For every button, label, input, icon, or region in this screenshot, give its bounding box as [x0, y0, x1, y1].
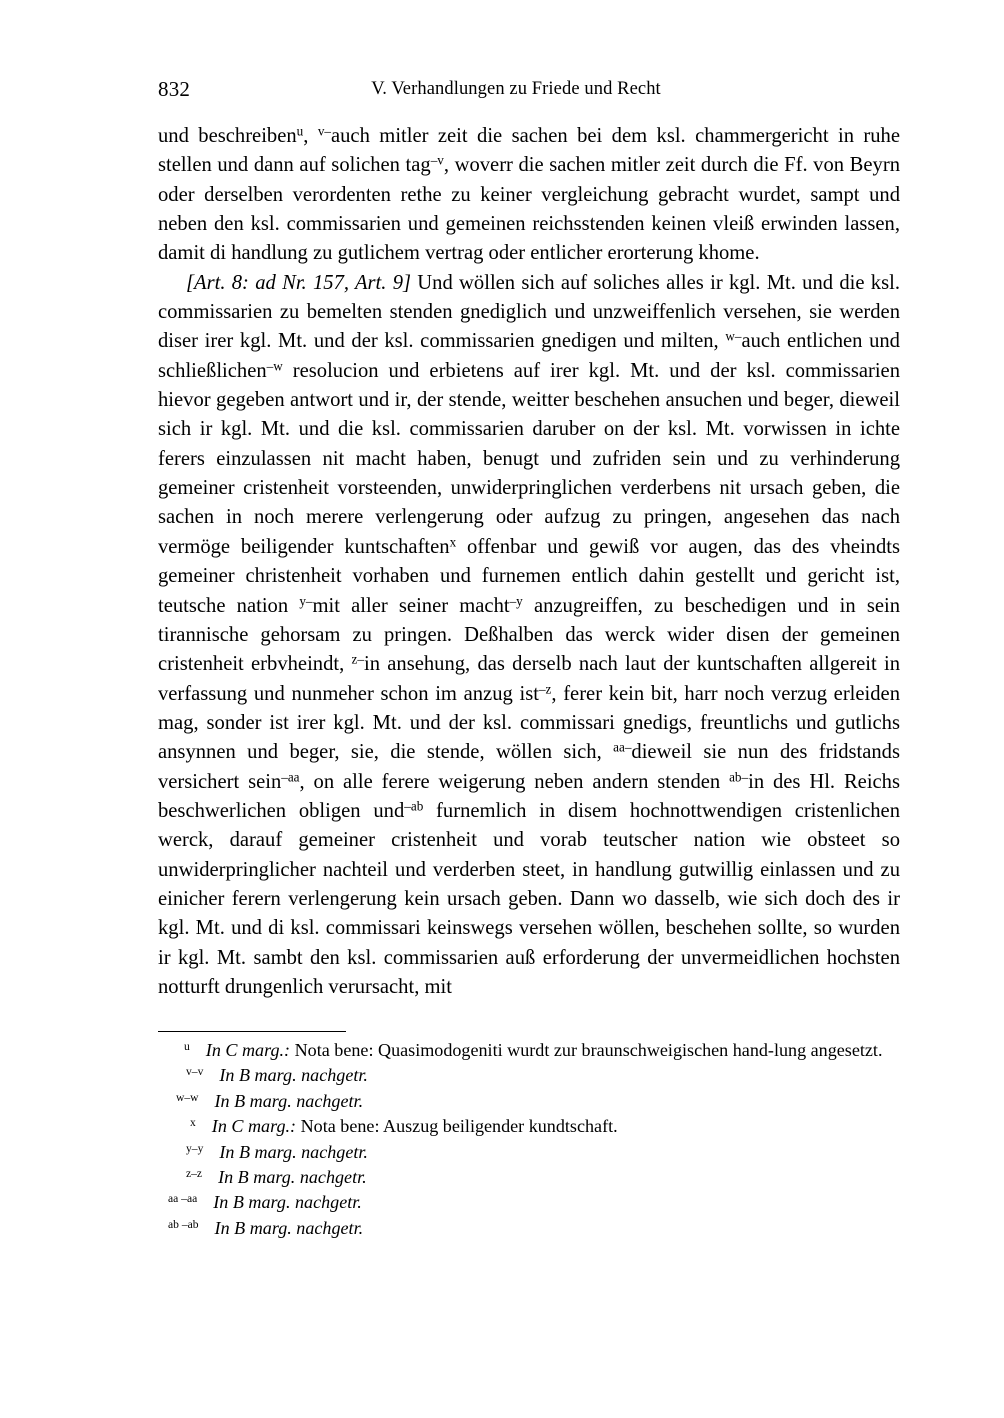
- variant-marker: w–: [725, 329, 742, 345]
- variant-marker: y–: [299, 593, 313, 609]
- footnote-source-note: In C marg.:: [205, 1040, 291, 1060]
- variant-marker: –y: [509, 593, 523, 609]
- article-reference: [Art. 8: ad Nr. 157, Art. 9]: [186, 271, 412, 294]
- running-head: [158, 76, 874, 102]
- footnote-source-note: In B marg. nachgetr.: [219, 1065, 368, 1086]
- footnote-entry: [158, 1216, 900, 1241]
- variant-marker: –v: [430, 153, 444, 169]
- footnote-marker: x: [190, 1116, 196, 1130]
- footnote-source-note: In B marg. nachgetr.: [219, 1141, 368, 1162]
- footnote-marker: y–y: [186, 1141, 204, 1155]
- footnote-text: Nota bene: Quasimodogeniti wurdt zur braunschweigischen hand-lung angesetzt.: [290, 1040, 883, 1060]
- variant-marker: –z: [538, 681, 552, 697]
- footnote-marker: u: [184, 1040, 190, 1054]
- footnote-text: Nota bene: Auszug beiligender kundtschaft.: [296, 1116, 618, 1137]
- footnote-entry: [158, 1140, 900, 1165]
- footnote-marker: w–w: [176, 1091, 199, 1105]
- footnote-source-note: In C marg.:: [211, 1116, 297, 1137]
- footnote-marker: ab –ab: [168, 1218, 199, 1232]
- para-2: [Art. 8: ad Nr. 157, Art. 9] Und wöllen sich auf soliches alles ir kgl. Mt. und die ksl. commissarien zu bemelten stenden gnediglich und unzweiffenlich versehen, sie werden diser irer kgl. Mt. und der ksl. commissarien gnedigen und milten, $^{w-}$auch entlichen und schließlichen$^{-w}$ resolucion und erbietens auf irer kgl. Mt. und der ksl. commissarien hievor gegeben antwort und ir, der stende, weitter beschehen ansuchen und beger, dieweil sich ir kgl. Mt. und die ksl. commissarien daruber on der ksl. Mt. vorwissen in ichte ferers einzulassen nit macht haben, benugt und zufriden sein und zu verhinderung gemeiner cristenheit vorsteenden, unwiderpringlichen verderbens nit ursach geben, die sachen in noch merere verlengerung oder aufzug zu pringen, angesehen das nach vermöge beiligender kuntschaften$^x$ offenbar und gewiß vor augen, das des vheindts gemeiner christenheit vorhaben und furnemen entlich dahin gestellt und gericht ist, teutsche nation $^{y-}$mit aller seiner macht$^{-y}$ anzugreiffen, zu beschedigen und in sein tirannische gehorsam zu pringen. Deßhalben das werck wider disen der gemeinen cristenheit erbvheindt, $^{z-}$in ansehung, das derselb nach laut der kuntschaften allgereit in verfassung und nunmeher schon im anzug ist$^{-z}$, ferer kein bit, harr noch verzug erleiden mag, sonder ist irer kgl. Mt. und der ksl. commissari gnedigs, freuntlichs und gutlichs ansynnen und beger, sie, die stende, wöllen sich, $^{aa-}$dieweil sie nun des fridstands versichert sein$^{-aa}$, on alle ferere weigerung neben andern stenden $^{ab-}$in des Hl. Reichs beschwerlichen obligen und$^{-ab}$ furnemlich in disem hochnottwendigen cristenlichen werck, darauf gemeiner cristenheit und vorab teutscher nation wie obsteet so unwiderpringlicher nachteil und verderben steet, in handlung gutwillig einlassen und zu einicher ferern verlengerung kein ursach geben. Dann wo dasselb, wie sich doch des ir kgl. Mt. und di ksl. commissari keinswegs versehen wöllen, beschehen sollte, so wurden ir kgl. Mt. sambt den ksl. commissarien auß erforderung der unvermeidlichen hochsten notturft drungenlich verursacht, mit: [158, 271, 901, 998]
- variant-marker: x: [449, 534, 457, 550]
- variant-marker: –w: [266, 358, 283, 374]
- variant-marker: –ab: [404, 798, 424, 814]
- footnote-source-note: In B marg. nachgetr.: [213, 1192, 362, 1213]
- variant-marker: v–: [317, 123, 331, 139]
- footnote-entry: [158, 1089, 900, 1114]
- para-1: und beschreiben$^u$, $^{v-}$auch mitler zeit die sachen bei dem ksl. chammergericht in ruhe stellen und dann auf solichen tag$^{-v}$, woverr die sachen mitler zeit durch die Ff. von Beyrn oder derselben verordenten rethe zu keiner vergleichung gebracht wurdet, sampt und neben den ksl. commissarien und gemeinen reichsstenden keinen vleiß erwinden lassen, damit di handlung zu gutlichem vertrag oder entlicher erorterung khome.: [158, 123, 900, 265]
- footnote-source-note: In B marg. nachgetr.: [218, 1167, 367, 1188]
- page-number: 832: [158, 77, 191, 101]
- variant-marker: ab–: [729, 769, 749, 785]
- footnote-entry: [158, 1114, 900, 1139]
- body-text: [158, 122, 900, 1002]
- variant-marker: u: [296, 123, 304, 139]
- footnote-entry: [158, 1063, 900, 1088]
- running-title: V. Verhandlungen zu Friede und Recht: [371, 79, 661, 99]
- variant-marker: –aa: [281, 769, 300, 785]
- footnote-separator-rule: [158, 1031, 346, 1032]
- footnote-entry: [158, 1038, 900, 1063]
- footnote-apparatus: [158, 1038, 900, 1241]
- footnote-entry: [158, 1190, 900, 1215]
- footnote-marker: z–z: [186, 1167, 203, 1181]
- variant-marker: aa–: [613, 739, 632, 755]
- footnote-marker: v–v: [186, 1065, 204, 1079]
- footnote-marker: aa –aa: [168, 1192, 198, 1206]
- footnote-entry: [158, 1165, 900, 1190]
- footnote-source-note: In B marg. nachgetr.: [214, 1217, 364, 1238]
- footnote-source-note: In B marg. nachgetr.: [214, 1090, 364, 1111]
- variant-marker: z–: [351, 651, 364, 667]
